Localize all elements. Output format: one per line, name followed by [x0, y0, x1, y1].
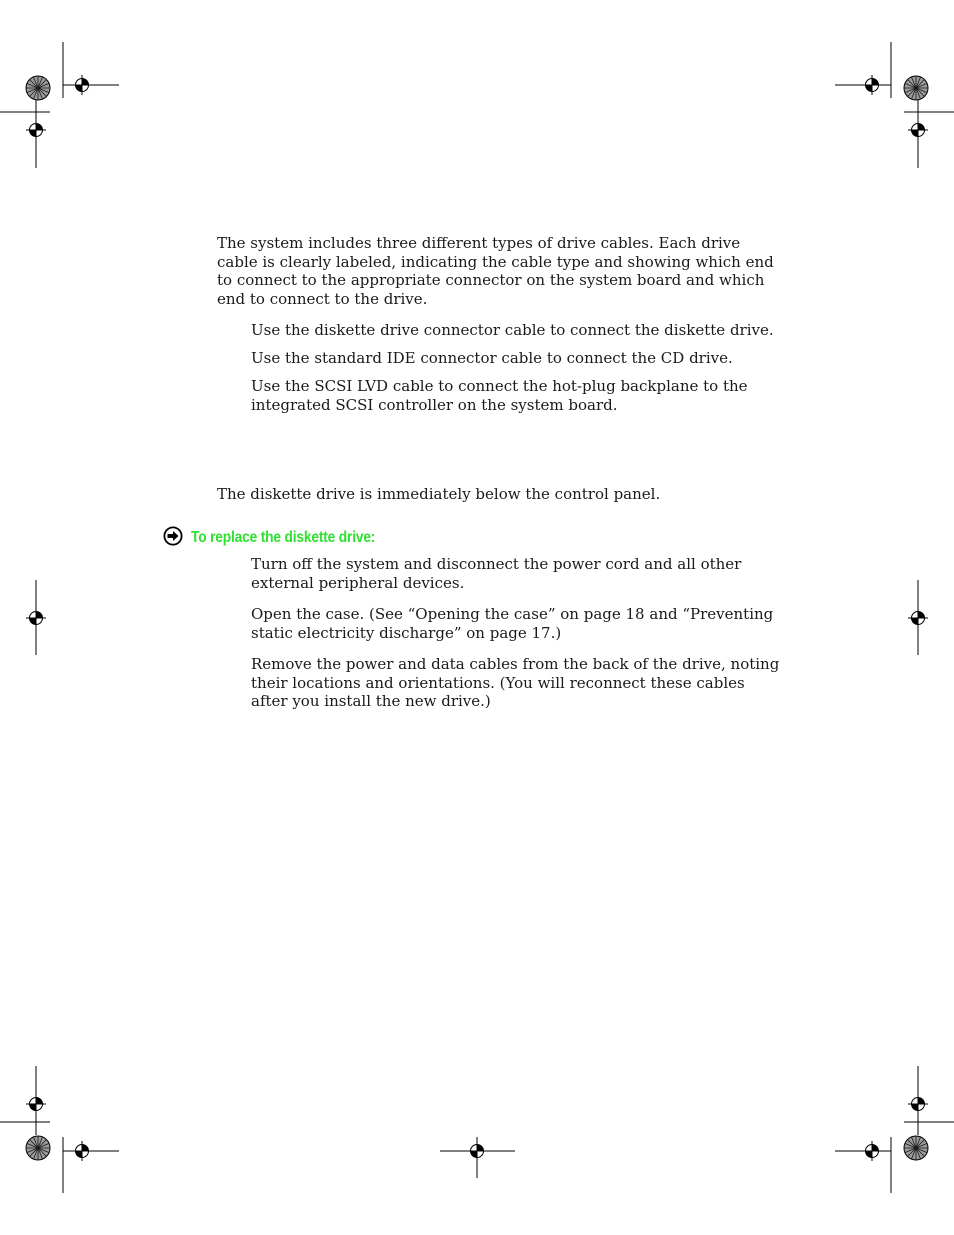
starburst-target-icon	[26, 1136, 50, 1160]
registration-target-icon	[72, 1141, 92, 1161]
registration-target-icon	[862, 1141, 882, 1161]
arrow-right-circle-icon	[163, 526, 183, 550]
starburst-target-icon	[26, 76, 50, 100]
crop-mark-bottom-right	[835, 1066, 954, 1193]
registration-target-icon	[862, 75, 882, 95]
cable-item: Use the standard IDE connector cable to connect the CD drive.	[251, 349, 733, 367]
registration-target-icon	[72, 75, 92, 95]
registration-target-icon	[908, 120, 928, 140]
location-paragraph: The diskette drive is immediately below the control panel.	[217, 485, 661, 503]
starburst-target-icon	[904, 1136, 928, 1160]
registration-target-icon	[467, 1141, 487, 1161]
crop-mark-top-right	[835, 42, 954, 168]
registration-target-icon	[908, 1094, 928, 1114]
cable-item: Use the diskette drive connector cable to connect the diskette drive.	[251, 321, 774, 339]
procedure-step: Remove the power and data cables from the back of the drive, noting their locations and orientations. (You will reconnect these cables after you install the new drive.)	[251, 655, 780, 711]
procedure-heading	[163, 528, 405, 548]
procedure-step: Turn off the system and disconnect the power cord and all other external peripheral devices.	[251, 555, 742, 592]
registration-target-icon	[908, 608, 928, 628]
registration-target-icon	[26, 120, 46, 140]
starburst-target-icon	[904, 76, 928, 100]
crop-mark-bottom-left	[0, 1066, 119, 1193]
intro-paragraph: The system includes three different types of drive cables. Each drive cable is clearly labeled, indicating the cable type and showing which end to connect to the appropriate connector on the system board and which end to connect to the drive.	[217, 234, 774, 309]
procedure-title: To replace the diskette drive:	[191, 529, 376, 546]
procedure-step: Open the case. (See “Opening the case” on page 18 and “Preventing static electricity discharge” on page 17.)	[251, 605, 774, 642]
registration-target-icon	[26, 608, 46, 628]
registration-target-icon	[26, 1094, 46, 1114]
crop-mark-top-left	[0, 42, 119, 168]
cable-item: Use the SCSI LVD cable to connect the hot-plug backplane to the integrated SCSI controller on the system board.	[251, 377, 748, 414]
